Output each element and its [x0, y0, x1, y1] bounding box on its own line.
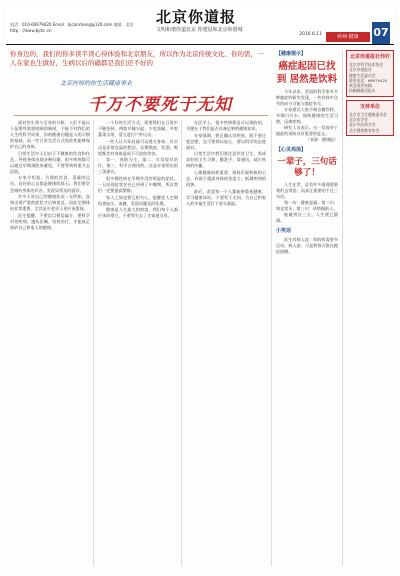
masthead-subtitle: 文明和谐你道北京 你建设和北京和谐城	[156, 27, 243, 33]
paragraph: 人生在世，总有许多道理需要我们去领悟，而真正重要的不过三句话。	[276, 182, 338, 199]
paragraph: 研究人员表示，这一发现对于癌症的预防具有重要的意义。	[276, 125, 338, 136]
sidebar-line: 健康生活委员会	[349, 72, 376, 78]
paragraph: 医生对病人说：你的病需要多运动。病人说：可是我每天都在跑医院啊。	[276, 237, 338, 254]
paragraph: 最后，希望每一个人都能够重视健康，学习健康知识，不要死于无知，为自己和家人的幸福生活打下坚实基础。	[186, 188, 266, 206]
paragraph: 专家介绍说，合理的饮食、适量的运动、良好的心态都是健康的基石。我们要学会倾听身体的声音，发现异常及时就诊。	[10, 175, 90, 193]
source-signature: （来源：健康报）	[306, 137, 338, 142]
sponsor-line: 北京中医药学会	[349, 122, 376, 128]
joke-body	[276, 237, 338, 255]
masthead-contact: 电话：010-66979420 Email：bjcancheng@126.com 地址：北京 http：//www.bjdrc.cn	[10, 22, 134, 33]
lead-paragraph	[10, 50, 268, 76]
paragraph: 在医学上，很多疾病都是可以预防的，关键在于我们是否具备足够的健康知识。	[186, 120, 266, 132]
health-tip-title: 癌症起因已找到 居然是饮料	[276, 61, 338, 85]
sidebar-head: 北京你道报社你好	[349, 54, 390, 60]
paragraph: 面对你生命与全身的分析。人们不能以下是那些需要照顾的新闻，不能不对我们的人生的科学成果，你的健康问题是人的习惯的基础，而一些日常生活方式的改变能够保护自己的身体。	[10, 120, 90, 150]
right-column	[276, 50, 394, 566]
paragraph: 一些人认为年轻就可以透支身体，其实这是非常危险的想法。长期熬夜、饮酒、吸烟都会对身体造成不可逆的伤害。	[98, 138, 178, 156]
article-kicker: 北京医师的你生活健康事业	[60, 80, 133, 87]
column-divider	[93, 120, 94, 566]
paragraph: 很多慢性病在早期并没有明显的症状，一旦出现症状往往已经到了中晚期，所以我们一定要提高警惕。	[98, 175, 178, 194]
paragraph: 许多人对自己的健康状况一无所知，直到出现严重的症状才后悔莫及。因此定期体检非常重要，尤其是中老年人更应该重视。	[10, 194, 90, 212]
paragraph: 日常生活中我们要注意饮食卫生，养成良好的卫生习惯，勤洗手、常通风，减少疾病的传播。	[186, 151, 266, 169]
soul-title: 一辈子，三句话够了！	[277, 157, 337, 178]
paragraph: 日常生活中人们由于不健康的饮食和作息，导致身体出现各种问题，很多疾病都可以通过早期预防来避免，不要等到病重才去医院。	[10, 150, 90, 174]
column-divider	[181, 120, 182, 566]
sidebar-line: 欢迎读者来稿	[349, 83, 372, 89]
masthead-title: 北京你道报	[156, 8, 237, 26]
health-tips-column	[276, 50, 338, 566]
paragraph: 今年以来，美国的科学家对多种癌症的研究发现，一些饮料中含有的成分可能与癌症有关。	[276, 89, 338, 106]
sidebar-column	[342, 50, 394, 566]
sponsor-line: 北京市卫生健康委员会	[349, 111, 387, 117]
paragraph: 能做到这三点，人生便已圆满。	[276, 212, 338, 223]
section-badge: 疾病·健康	[326, 32, 370, 42]
page-number: 07	[372, 22, 390, 44]
paragraph: 心理健康同样重要，保持乐观积极的心态，有助于提高身体的免疫力，抵御疾病的侵袭。	[186, 169, 266, 187]
lead-text: 你身边的，我们的你多读半读心得体验和北京朋友，所以作为北京传统文化、你的需，一人在家也生做好，生病以后的确都是我们还不好的	[10, 50, 264, 67]
sponsor-box	[346, 100, 394, 136]
paragraph: 家人之间也要互相关心，提醒老人定期检查血压、血糖，发现问题及时处理。	[98, 194, 178, 206]
paragraph: 第一、预防为主，第二、早发现早治疗，第三、科学合理用药，这是专家给出的三条建议。	[98, 157, 178, 175]
soul-tag: 【心灵鸡汤】	[276, 147, 307, 153]
column-divider	[271, 120, 272, 566]
health-tip-tag: 【健康提示】	[276, 51, 307, 57]
title-divider	[14, 115, 268, 116]
sponsor-line: 北京医学会	[349, 117, 368, 123]
sponsor-head: 支持单位	[359, 103, 380, 110]
article-title: 千万不要死于无知	[88, 95, 232, 115]
sidebar-box	[346, 50, 394, 97]
article-column-1	[10, 120, 90, 566]
sidebar-line: 北京市科学技术协会	[349, 62, 384, 67]
masthead-divider	[6, 44, 394, 45]
masthead	[6, 4, 394, 44]
paragraph: 医生提醒，不要盲目相信偏方，要科学对待疾病，遵从医嘱，坚持治疗，才能真正保护自己和家人的健康。	[10, 212, 90, 230]
sponsor-line: 北京健康教育协会	[349, 127, 380, 133]
health-tip-body	[276, 89, 338, 137]
sidebar-line: 联系电话：66979420	[349, 77, 388, 83]
sidebar-line: 北京你道报社	[349, 67, 372, 73]
paragraph: 专家强调，要正确认识疾病，既不要过度恐慌，也不要掉以轻心，要以科学的态度面对。	[186, 132, 266, 150]
issue-date: 2016.6.11	[299, 32, 322, 37]
paragraph: 第一句：健康是福；第二句：知足常乐；第三句：珍惜眼前人。	[276, 200, 338, 211]
article-column-3	[186, 120, 266, 566]
joke-tag: 小笑话	[276, 228, 292, 234]
paragraph: 健康是人生最大的财富，我们每个人都应该珍惜它，不要等失去了才知道可贵。	[98, 207, 178, 219]
soul-body	[276, 182, 338, 224]
sidebar-line: 投稿邮箱见报头	[349, 88, 376, 94]
paragraph: 一个好的生活方式，需要我们在日常中不断坚持。例如早睡早起、少吃油腻、多吃蔬菜水果，适当进行户外运动。	[98, 120, 178, 138]
paragraph: 专家建议大家少喝含糖饮料，多喝白开水，保持健康的生活习惯，远离疾病。	[276, 107, 338, 124]
article-column-2	[98, 120, 178, 566]
